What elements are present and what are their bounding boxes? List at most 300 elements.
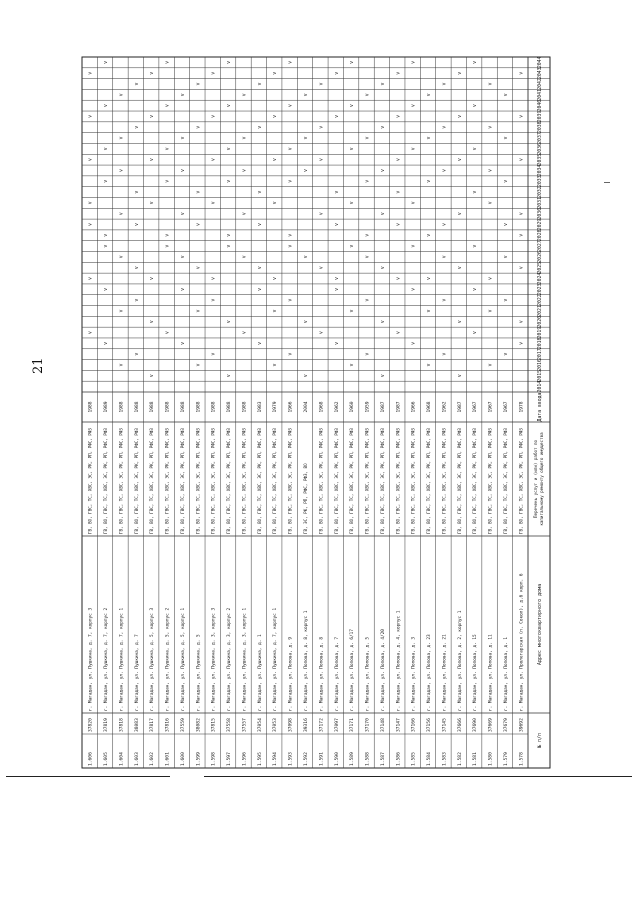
cell-id: 37148 (380, 718, 386, 732)
cell-plan-mark: v (364, 93, 371, 97)
cell-plan-mark: v (410, 201, 417, 205)
cell-plan-mark: v (410, 104, 417, 108)
cell-plan-mark: v (210, 298, 217, 302)
header-plan-year: 2026 (538, 251, 543, 263)
cell-plan-mark: v (333, 287, 340, 291)
footer-rule-right (204, 776, 632, 777)
cell-year: 1983 (257, 401, 263, 413)
cell-plan-mark: v (364, 136, 371, 140)
header-plan-year: 2037 (538, 132, 543, 144)
cell-services: ГВ, ВО, ГВС, ТС, ХВС, ЭС, РК, РП, РФС, РФЗ (179, 428, 185, 534)
cell-year: 1968 (427, 401, 433, 413)
cell-plan-mark: v (472, 147, 479, 151)
cell-id: 37054 (257, 718, 263, 732)
cell-address: г. Магадан, ул. Попова, д. 2, корпус 1 (457, 610, 463, 711)
header-plan-year: 2041 (538, 89, 543, 101)
cell-plan-mark: v (87, 201, 94, 205)
cell-year: 1967 (503, 401, 509, 413)
header-year: Дата ввода (538, 392, 543, 422)
cell-plan-mark: v (164, 331, 171, 335)
cell-plan-mark: v (118, 212, 125, 216)
cell-year: 1988 (88, 401, 94, 413)
cell-plan-mark: v (303, 136, 309, 140)
cell-plan-mark: v (256, 341, 263, 345)
cell-services: ГВ, ВО, ГВС, ТС, ХВС, ЭС, РК, РП, РФС, РФЗ (195, 428, 201, 534)
cell-plan-mark: v (487, 125, 494, 129)
cell-address: г. Магадан, ул. Попова, д. 6/17 (350, 629, 356, 711)
cell-plan-mark: v (149, 201, 156, 205)
header-plan-year: 2030 (538, 207, 543, 220)
cell-plan-mark: v (426, 309, 433, 313)
cell-plan-mark: v (87, 71, 94, 75)
cell-plan-mark: v (241, 331, 248, 335)
cell-plan-mark: v (456, 71, 463, 75)
cell-services: ГВ, ВО, ГВС, ТС, ХВС, ЭС, РК, РП, РФС, РФЗ (103, 428, 109, 534)
cell-plan-mark: v (502, 222, 509, 227)
cell-plan-mark: v (226, 374, 233, 378)
cell-address: г. Магадан, ул. Пролетарская (п. Сокол), д.6 корп. 6 (519, 573, 525, 711)
cell-plan-mark: v (518, 114, 525, 118)
cell-plan-mark: v (487, 277, 494, 281)
cell-id: 37147 (396, 718, 402, 732)
cell-plan-mark: v (518, 320, 525, 324)
cell-plan-mark: v (256, 190, 263, 194)
cell-plan-mark: v (502, 352, 509, 356)
cell-plan-mark: v (287, 233, 294, 237)
cell-plan-mark: v (149, 277, 156, 281)
cell-year: 1959 (365, 401, 371, 413)
cell-year: 1987 (380, 401, 386, 413)
cell-services: ГВ, ВО, ГВС, ТС, ХВС, ЭС, РК, РП, РФС, РФЗ (456, 428, 462, 534)
cell-plan-mark: v (426, 363, 433, 367)
cell-id: 37172 (319, 718, 325, 732)
cell-plan-mark: v (395, 71, 402, 75)
cell-id: 37559 (180, 718, 186, 732)
cell-address: г. Магадан, ул. Попова, д. 21 (442, 634, 448, 711)
header-plan-year: 2021 (538, 305, 543, 317)
cell-plan-mark: v (395, 158, 402, 162)
header-plan-year: 2018 (538, 337, 543, 350)
cell-address: г. Магадан, ул. Пушкина, д. 5 (196, 634, 202, 711)
cell-plan-mark: v (256, 125, 263, 129)
cell-num: 1.594 (273, 752, 279, 766)
cell-address: г. Магадан, ул. Попова, д. 4/20 (380, 629, 386, 711)
cell-id: 37819 (104, 718, 110, 732)
cell-plan-mark: v (226, 233, 233, 237)
cell-plan-mark: v (333, 71, 340, 75)
cell-year: 1988 (150, 401, 156, 413)
cell-services: ГВ, ВО, ГВС, ТС, ХВС, ЭС, РК, РП, РФС, РФЗ (164, 428, 170, 534)
cell-id: 39316 (304, 718, 309, 732)
cell-plan-mark: v (379, 168, 386, 172)
cell-plan-mark: v (456, 266, 463, 270)
cell-plan-mark: v (256, 222, 263, 227)
cell-plan-mark: v (456, 320, 463, 324)
cell-plan-mark: v (179, 212, 186, 216)
cell-plan-mark: v (87, 158, 94, 162)
cell-year: 2004 (304, 401, 309, 413)
cell-plan-mark: v (179, 341, 186, 345)
cell-address: г. Магадан, ул. Попова, д. 8 (319, 636, 325, 711)
cell-plan-mark: v (226, 60, 233, 64)
cell-plan-mark: v (333, 277, 340, 281)
cell-plan-mark: v (410, 287, 417, 291)
cell-plan-mark: v (426, 136, 433, 140)
cell-year: 1967 (488, 401, 494, 413)
cell-address: г. Магадан, ул. Пушкина, д. 3, корпус 1 (242, 607, 248, 711)
cell-plan-mark: v (272, 71, 279, 75)
cell-services: ГВ, ВО, ГВС, ТС, ХВС, ЭС, РК, РП, РФС, РФЗ (472, 428, 478, 534)
cell-plan-mark: v (518, 233, 525, 237)
header-plan-year: 2020 (538, 315, 543, 328)
cell-plan-mark: v (364, 233, 371, 237)
cell-num: 1.585 (411, 752, 417, 766)
cell-address: г. Магадан, ул. Попова, д. 1 (503, 636, 509, 711)
cell-plan-mark: v (133, 125, 140, 129)
cell-plan-mark: v (502, 179, 509, 183)
cell-plan-mark: v (179, 255, 186, 259)
cell-plan-mark: v (226, 179, 233, 183)
cell-services: ГВ, ВО, ГВС, ТС, ХВС, ЭС, РК, РП, РФС, РФЗ (241, 428, 247, 534)
cell-plan-mark: v (272, 114, 279, 118)
cell-year: 1960 (350, 401, 356, 413)
cell-plan-mark: v (364, 298, 371, 302)
cell-services: ГВ, ВО, ГВС, ТС, ХВС, ЭС, РК, РП, РФС, РФЗ (426, 428, 432, 534)
cell-plan-mark: v (333, 190, 340, 194)
cell-year: 1987 (396, 401, 402, 413)
cell-address: г. Магадан, ул. Попова, д. 5 (365, 636, 371, 711)
cell-id: 37098 (288, 718, 294, 732)
cell-services: ГВ, ВО, ГВС, ТС, ХВС, ЭС, РК, РП, РФС, РФЗ (333, 428, 339, 534)
cell-year: 1987 (457, 401, 463, 413)
cell-plan-mark: v (379, 212, 386, 216)
header-plan-year: 2033 (538, 175, 543, 188)
cell-plan-mark: v (426, 93, 433, 97)
cell-plan-mark: v (272, 158, 279, 162)
cell-plan-mark: v (456, 212, 463, 216)
cell-num: 1.588 (365, 752, 371, 766)
cell-plan-mark: v (456, 114, 463, 118)
cell-services: ГВ, ВО, ГВС, ТС, ХВС, ЭС, РК, РП, РФС, РФЗ (487, 428, 493, 534)
header-plan-year: 2023 (538, 283, 543, 296)
cell-services: ГВ, ВО, ГВС, ТС, ХВС, ЭС, РК, РП, РФС, РФЗ (349, 428, 355, 534)
cell-services: ГВ, ВО, ГВС, ТС, ХВС, ЭС, РК, РП, РФС, РФЗ (518, 428, 524, 534)
cell-plan-mark: v (103, 60, 110, 64)
cell-plan-mark: v (118, 255, 125, 259)
cell-plan-mark: v (303, 168, 309, 172)
header-plan-year: 2031 (538, 197, 543, 209)
cell-plan-mark: v (226, 320, 233, 324)
cell-id: 37817 (150, 718, 156, 732)
cell-plan-mark: v (103, 179, 110, 183)
cell-plan-mark: v (410, 244, 417, 248)
cell-id: 37170 (365, 718, 371, 732)
cell-address: г. Магадан, ул. Пушкина, д. 5, корпус 3 (150, 607, 156, 711)
header-plan-year: 2042 (538, 78, 543, 90)
cell-services: ГВ, ВО, ГВС, ТС, ХВС, ЭС, РК, РП, РФС, РФЗ (118, 428, 124, 534)
cell-plan-mark: v (441, 222, 448, 227)
cell-num: 1.584 (427, 752, 433, 766)
cell-id: 37166 (411, 718, 417, 732)
cell-services: ГВ, ЭС, РК, РП, РФС, РФЗ, ВО (303, 463, 308, 534)
cell-year: 1988 (134, 401, 140, 413)
cell-plan-mark: v (349, 104, 356, 108)
cell-plan-mark: v (441, 125, 448, 129)
cell-plan-mark: v (103, 147, 110, 151)
cell-plan-mark: v (518, 266, 525, 270)
cell-plan-mark: v (333, 114, 340, 118)
cell-plan-mark: v (195, 125, 202, 129)
cell-plan-mark: v (487, 309, 494, 313)
cell-num: 1.591 (319, 752, 325, 766)
cell-plan-mark: v (164, 147, 171, 151)
cell-year: 1968 (319, 401, 325, 413)
cell-plan-mark: v (364, 255, 371, 259)
cell-plan-mark: v (210, 71, 217, 75)
cell-plan-mark: v (241, 255, 248, 259)
cell-plan-mark: v (502, 255, 509, 259)
header-plan-year: 2028 (538, 229, 543, 242)
cell-id: 37053 (273, 718, 279, 732)
header-plan-year: 2025 (538, 261, 543, 274)
cell-num: 1.592 (304, 752, 309, 766)
cell-year: 1988 (180, 401, 186, 413)
cell-plan-mark: v (349, 363, 356, 367)
cell-plan-mark: v (133, 190, 140, 194)
cell-plan-mark: v (149, 71, 156, 75)
cell-num: 1.601 (165, 752, 171, 766)
cell-address: г. Магадан, ул. Пушкина, д. 1 (257, 634, 263, 711)
cell-num: 1.603 (134, 752, 140, 766)
cell-address: г. Магадан, ул. Пушкина, д. 7, корпус 2 (104, 607, 110, 711)
cell-num: 1.582 (457, 752, 463, 766)
cell-services: ГВ, ВО, ГВС, ТС, ХВС, ЭС, РК, РП, РФС, РФЗ (441, 428, 447, 534)
cell-plan-mark: v (456, 158, 463, 162)
cell-plan-mark: v (303, 255, 309, 259)
cell-plan-mark: v (318, 331, 325, 335)
cell-id: 37820 (88, 718, 94, 732)
cell-plan-mark: v (118, 309, 125, 313)
cell-year: 1988 (242, 401, 248, 413)
cell-plan-mark: v (133, 266, 140, 270)
cell-plan-mark: v (149, 114, 156, 118)
cell-plan-mark: v (241, 136, 248, 140)
cell-num: 1.581 (473, 752, 479, 766)
cell-num: 1.578 (519, 752, 525, 766)
cell-address: г. Магадан, ул. Пушкина, д. 7 (134, 634, 140, 711)
cell-plan-mark: v (133, 222, 140, 227)
cell-plan-mark: v (502, 298, 509, 302)
cell-address: г. Магадан, ул. Пушкина, д. 7, корпус 1 (273, 607, 279, 711)
cell-num: 1.587 (380, 752, 386, 766)
cell-plan-mark: v (179, 287, 186, 291)
cell-plan-mark: v (364, 179, 371, 183)
cell-address: г. Магадан, ул. Пушкина, д. 7, корпус 1 (119, 607, 125, 711)
header-plan-year: 2038 (538, 121, 543, 134)
cell-plan-mark: v (272, 201, 279, 205)
header-plan-year: 2016 (538, 359, 543, 371)
cell-id: 37815 (211, 718, 217, 732)
cell-num: 1.604 (119, 752, 125, 766)
cell-services: ГВ, ВО, ГВС, ТС, ХВС, ЭС, РК, РП, РФС, РФЗ (256, 428, 262, 534)
cell-id: 37818 (119, 718, 125, 732)
cell-plan-mark: v (103, 287, 110, 291)
cell-address: г. Магадан, ул. Пушкина, д. 3, корпус 3 (211, 607, 217, 711)
cell-plan-mark: v (349, 309, 356, 313)
header-plan-year: 2015 (538, 370, 543, 382)
cell-plan-mark: v (179, 93, 186, 97)
cell-id: 39692 (519, 718, 525, 732)
cell-plan-mark: v (303, 320, 309, 324)
cell-year: 1967 (473, 401, 479, 413)
cell-address: г. Магадан, ул. Попова, д. 7 (334, 636, 340, 711)
cell-year: 1989 (104, 401, 110, 413)
cell-plan-mark: v (472, 287, 479, 291)
cell-plan-mark: v (287, 60, 294, 64)
cell-id: 38083 (134, 718, 140, 732)
cell-plan-mark: v (164, 104, 171, 108)
cell-plan-mark: v (210, 352, 217, 356)
cell-services: ГВ, ВО, ГВС, ТС, ХВС, ЭС, РК, РП, РФС, РФЗ (364, 428, 370, 534)
cell-address: г. Магадан, ул. Попова, д. 11 (488, 634, 494, 711)
cell-services: ГВ, ВО, ГВС, ТС, ХВС, ЭС, РК, РП, РФС, РФЗ (502, 428, 508, 534)
cell-plan-mark: v (318, 212, 325, 216)
cell-plan-mark: v (379, 374, 386, 378)
cell-year: 1966 (288, 401, 294, 413)
cell-plan-mark: v (226, 244, 233, 248)
header-services: Перечень услуг и (или) работ покапитальному ремонту общего имущества (533, 432, 544, 526)
cell-num: 1.583 (442, 752, 448, 766)
cell-id: 37558 (227, 718, 233, 732)
cell-plan-mark: v (287, 244, 294, 248)
cell-plan-mark: v (472, 331, 479, 335)
header-num: № п/п (537, 732, 543, 749)
cell-num: 1.602 (150, 752, 156, 766)
cell-num: 1.596 (242, 752, 248, 766)
cell-services: ГВ, ВО, ГВС, ТС, ХВС, ЭС, РК, РП, РФС, РФЗ (287, 428, 293, 534)
cell-year: 1988 (211, 401, 217, 413)
cell-plan-mark: v (195, 82, 202, 86)
cell-plan-mark: v (103, 233, 110, 237)
cell-plan-mark: v (287, 298, 294, 302)
cell-plan-mark: v (303, 93, 309, 97)
cell-id: 37669 (488, 718, 494, 732)
cell-plan-mark: v (472, 104, 479, 108)
cell-plan-mark: v (518, 158, 525, 162)
cell-plan-mark: v (118, 93, 125, 97)
cell-plan-mark: v (487, 363, 494, 367)
cell-plan-mark: v (103, 244, 110, 248)
cell-num: 1.595 (257, 752, 263, 766)
cell-num: 1.597 (227, 752, 233, 766)
cell-plan-mark: v (333, 341, 340, 345)
cell-address: г. Магадан, ул. Попова, д. 4, корпус 1 (396, 610, 402, 711)
cell-plan-mark: v (164, 60, 171, 64)
cell-plan-mark: v (426, 277, 433, 281)
cell-address: г. Магадан, ул. Попова, д. 23 (427, 634, 433, 711)
cell-plan-mark: v (87, 331, 94, 335)
cell-plan-mark: v (487, 82, 494, 86)
header-plan-year: 2035 (538, 153, 543, 166)
cell-plan-mark: v (502, 93, 509, 97)
cell-plan-mark: v (379, 320, 386, 324)
header-plan-year: 2032 (538, 186, 543, 198)
cell-num: 1.586 (396, 752, 402, 766)
cell-plan-mark: v (149, 320, 156, 324)
cell-plan-mark: v (441, 255, 448, 259)
cell-plan-mark: v (226, 147, 233, 151)
cell-plan-mark: v (364, 352, 371, 356)
cell-plan-mark: v (87, 222, 94, 227)
cell-plan-mark: v (164, 244, 171, 248)
cell-plan-mark: v (318, 266, 325, 270)
header-plan-year: 2022 (538, 294, 543, 306)
cell-plan-mark: v (241, 93, 248, 97)
cell-plan-mark: v (287, 147, 294, 151)
cell-plan-mark: v (379, 266, 386, 270)
cell-plan-mark: v (179, 168, 186, 172)
cell-num: 1.605 (104, 752, 110, 766)
header-plan-year: 2043 (538, 67, 543, 79)
cell-plan-mark: v (256, 266, 263, 270)
cell-plan-mark: v (472, 244, 479, 248)
cell-plan-mark: v (87, 114, 94, 118)
cell-plan-mark: v (287, 352, 294, 356)
cell-num: 1.600 (180, 752, 186, 766)
header-plan-year: 2017 (538, 348, 543, 360)
cell-plan-mark: v (395, 331, 402, 335)
cell-services: ГВ, ВО, ГВС, ТС, ХВС, ЭС, РК, РП, РФС, РФЗ (410, 428, 416, 534)
cell-plan-mark: v (133, 82, 140, 86)
cell-id: 37171 (350, 718, 356, 732)
cell-address: г. Магадан, ул. Пушкина, д. 5, корпус 1 (180, 607, 186, 711)
cell-plan-mark: v (256, 82, 263, 86)
header-plan-year: 2044 (538, 56, 543, 69)
cell-plan-mark: v (272, 277, 279, 281)
cell-plan-mark: v (518, 341, 525, 345)
cell-num: 1.589 (350, 752, 356, 766)
cell-year: 1978 (519, 401, 525, 413)
cell-year: 1979 (273, 401, 279, 413)
cell-plan-mark: v (472, 60, 479, 64)
cell-plan-mark: v (349, 201, 356, 205)
cell-year: 1962 (442, 401, 448, 413)
cell-address: г. Магадан, ул. Попова, д. 15 (473, 634, 479, 711)
cell-plan-mark: v (164, 233, 171, 237)
cell-num: 1.599 (196, 752, 202, 766)
cell-plan-mark: v (379, 82, 386, 86)
cell-plan-mark: v (472, 190, 479, 194)
cell-plan-mark: v (195, 222, 202, 227)
cell-services: ГВ, ВО, ГВС, ТС, ХВС, ЭС, РК, РП, РФС, РФЗ (395, 428, 401, 534)
cell-id: 37156 (427, 718, 433, 732)
cell-plan-mark: v (410, 341, 417, 345)
cell-services: ГВ, ВО, ГВС, ТС, ХВС, ЭС, РК, РП, РФС, РФЗ (318, 428, 324, 534)
cell-id: 37679 (503, 718, 509, 732)
cell-num: 1.580 (488, 752, 494, 766)
cell-num: 1.590 (334, 752, 340, 766)
header-plan-year: 2014 (538, 380, 543, 393)
cell-plan-mark: v (349, 147, 356, 151)
header-plan-year: 2029 (538, 218, 543, 231)
cell-year: 1966 (411, 401, 417, 413)
cell-plan-mark: v (87, 277, 94, 281)
cell-services: ГВ, ВО, ГВС, ТС, ХВС, ЭС, РК, РП, РФС, РФЗ (149, 428, 155, 534)
page-number: 21 (31, 357, 46, 374)
cell-services: ГВ, ВО, ГВС, ТС, ХВС, ЭС, РК, РП, РФС, РФЗ (379, 428, 385, 534)
header-plan-year: 2034 (538, 164, 543, 177)
cell-plan-mark: v (410, 60, 417, 64)
